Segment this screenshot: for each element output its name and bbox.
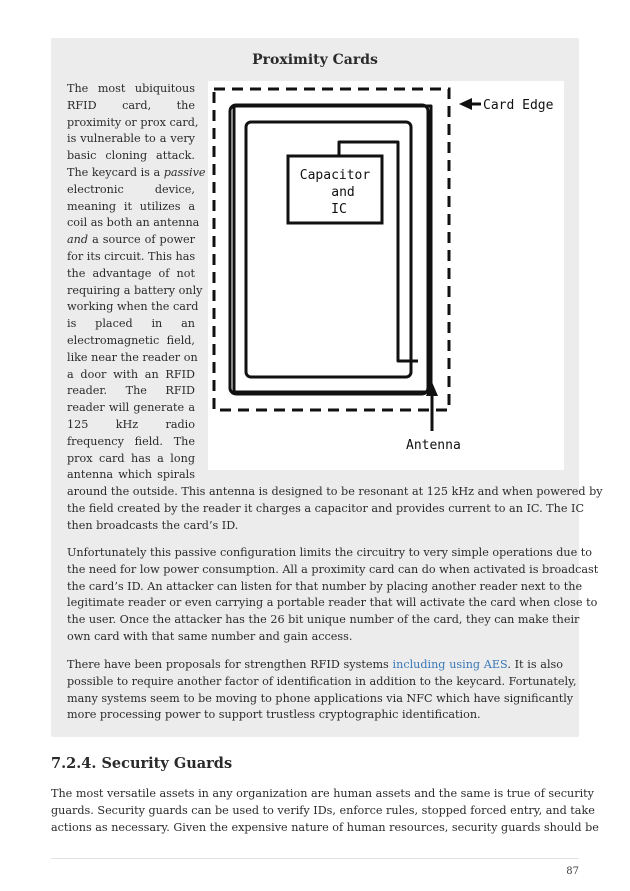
text-line: a door with an RFID [67,367,195,381]
sidebar-paragraph-1-continued [67,484,603,534]
emphasis-and: and [67,233,89,247]
text-line [67,232,195,249]
text-line: many systems seem to be moving to phone applications via NFC which have significantly [67,691,574,705]
footer-divider [51,858,579,859]
text-fragment: There have been proposals for strengthen RFID systems [67,658,393,671]
text-line: legitimate reader or even carrying a portable reader that will activate the card when close to [67,596,598,610]
text-line: frequency field. The [67,434,195,448]
page-number: 87 [566,866,579,877]
text-line: electromagnetic field, [67,333,195,347]
chip-label-line-1: Capacitor [299,168,371,183]
text-line [67,657,563,674]
text-fragment: a source of power [92,233,195,247]
prox-card-diagram-svg [208,81,564,470]
antenna-coil-outer [234,106,431,392]
text-line: the advantage of not [67,266,195,280]
text-line: for its circuit. This has [67,249,196,263]
section-heading: 7.2.4. Security Guards [51,755,233,772]
text-line: more processing power to support trustless cryptographic identification. [67,708,481,722]
chip-label-line-3: IC [331,202,347,217]
text-line: is placed in an [67,317,195,331]
text-fragment: . It is also [507,658,564,671]
text-line: like near the reader on [67,350,198,364]
text-fragment: The keycard is a [67,165,161,179]
text-line: own card with that same number and gain access. [67,629,353,643]
chip-label-line-2: and [331,185,355,200]
sidebar-paragraph-1 [67,81,206,484]
card-edge-arrowhead [459,98,472,110]
text-line: The most ubiquitous [67,82,195,95]
text-line: prox card has a long [67,451,195,465]
prox-card-diagram [208,81,564,470]
text-line: possible to require another factor of identification in addition to the keycard. Fortunately, [67,674,577,688]
text-line: antenna which spirals [67,468,195,482]
text-line: requiring a battery only [67,283,203,297]
text-line: Unfortunately this passive configuration limits the circuitry to very simple operations due to [67,546,592,559]
sidebar-paragraph-2 [67,545,599,646]
aes-proposals-link[interactable]: including using AES [392,658,508,671]
text-line: working when the card [67,300,199,314]
text-line: 125 kHz radio [67,417,195,431]
text-line: coil as both an antenna [67,216,200,230]
text-line: electronic device, [67,182,195,196]
text-line: proximity or prox card, [67,115,199,129]
text-line: around the outside. This antenna is designed to be resonant at 125 kHz and when powered by [67,485,603,498]
card-edge-label: Card Edge [483,98,554,113]
text-line: The most versatile assets in any organization are human assets and the same is true of security [51,787,594,800]
text-line: is vulnerable to a very [67,132,195,146]
text-line [67,165,206,182]
sidebar-title: Proximity Cards [252,52,378,68]
text-line: then broadcasts the card’s ID. [67,518,239,532]
text-line: RFID card, the [67,98,195,112]
security-guards-paragraph [51,786,599,836]
antenna-label: Antenna [406,438,461,453]
proximity-cards-sidebar [51,38,603,737]
text-line: the user. Once the attacker has the 26 bit unique number of the card, they can make their [67,613,580,627]
emphasis-passive: passive [163,165,206,179]
text-line: the card’s ID. An attacker can listen for that number by placing another reader next to the [67,579,583,593]
text-line: guards. Security guards can be used to verify IDs, enforce rules, stopped forced entry, and take [51,803,595,817]
text-line: the field created by the reader it charges a capacitor and provides current to an IC. The IC [67,501,585,515]
text-line: meaning it utilizes a [67,199,195,213]
text-line: actions as necessary. Given the expensive nature of human resources, security guards should be [51,820,599,834]
text-line: the need for low power consumption. All a proximity card can do when activated is broadcast [67,562,599,576]
text-line: reader will generate a [67,401,195,415]
text-line: reader. The RFID [67,384,195,398]
text-line: basic cloning attack. [67,149,195,163]
sidebar-paragraph-3 [67,657,577,724]
